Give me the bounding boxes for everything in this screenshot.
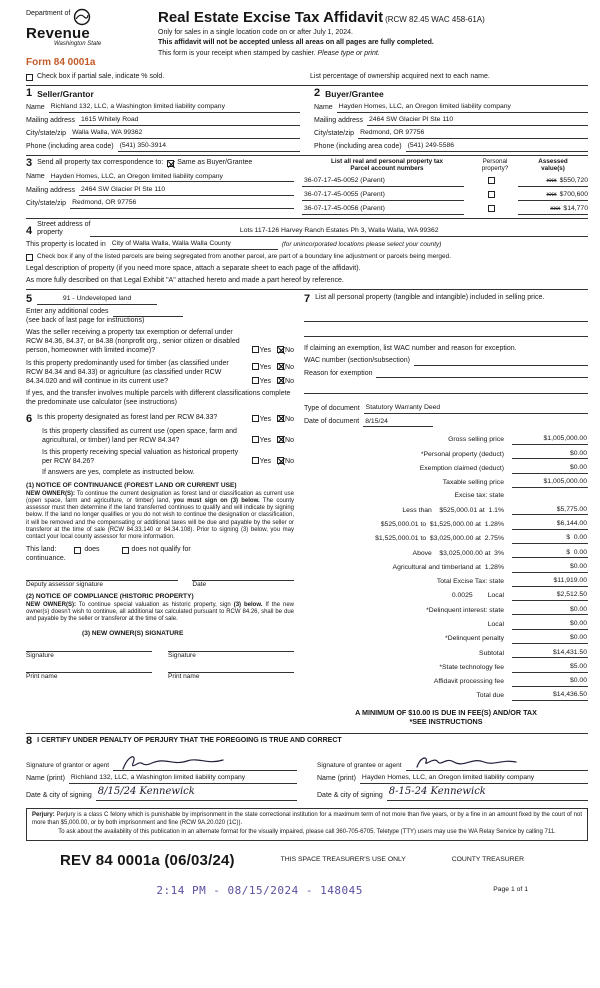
section-6-forest-question: 6 Is this property designated as forest land per RCW 84.33? Yes No xyxy=(26,412,294,425)
parties-section xyxy=(26,88,588,152)
new-owners-printname-grid xyxy=(26,662,294,681)
divider xyxy=(26,85,588,86)
signature-label-2: Signature xyxy=(168,651,196,659)
s6q3-no-checkbox[interactable] xyxy=(277,457,284,464)
buyer-address-value[interactable]: 2464 SW Glacier Pl Ste 110 xyxy=(367,116,588,126)
located-in-label: This property is located in xyxy=(26,240,106,248)
stamp-row xyxy=(26,884,588,898)
section-3-correspondence xyxy=(26,158,588,214)
section-5-landuse xyxy=(26,294,294,305)
date-of-document-label: Date of document xyxy=(304,418,360,426)
dept-of-label: Department of xyxy=(26,10,71,17)
notice-continuance-title: (1) NOTICE OF CONTINUANCE (FOREST LAND OR CURRENT USE) xyxy=(26,482,237,490)
delinquent-penalty[interactable]: $0.00 xyxy=(512,634,588,644)
money-label: *Delinquent interest: state xyxy=(426,606,504,614)
grantor-signature-ink xyxy=(119,753,229,773)
owner-printname-line-1[interactable] xyxy=(26,662,152,673)
money-label: Above $3,025,000.00 at 3% xyxy=(412,549,504,557)
money-label: Taxable selling price xyxy=(442,479,504,487)
bracket-1-tax[interactable]: $5,775.00 xyxy=(512,506,588,516)
historic-question-text: Is this property receiving special valuation as historical property per RCW 84.26? xyxy=(42,449,239,466)
alternate-format-note: To ask about the availability of this publication in an alternate format for the visually impaired, please call 360-705-6705. Teletype (TTY) users may use the WA Relay Service by calling 711. xyxy=(58,829,556,836)
section-3-number: 3 xyxy=(26,157,33,170)
s5q1-no-checkbox[interactable] xyxy=(277,346,284,353)
grantor-signature-field[interactable] xyxy=(113,755,297,771)
reason-exemption-label: Reason for exemption xyxy=(304,369,373,377)
left-column xyxy=(26,294,294,727)
section-8-certify xyxy=(26,736,588,802)
parcel-row xyxy=(302,177,588,187)
s6q1-yes-checkbox[interactable] xyxy=(252,415,259,422)
header-note-2: This affidavit will not be accepted unless all areas on all pages are fully completed. xyxy=(158,39,434,47)
additional-codes-note: (see back of last page for instructions) xyxy=(26,317,145,324)
buyer-address-label: Mailing address xyxy=(314,116,364,124)
parcel-number-1[interactable]: 36-07-17-45-0052 (Parent) xyxy=(302,177,464,187)
grantee-signature-block xyxy=(317,749,588,802)
affidavit-processing-fee[interactable]: $0.00 xyxy=(512,677,588,687)
assessed-value-1[interactable]: $550,720 xyxy=(559,176,588,184)
correspondence-address-value[interactable]: 2464 SW Glacier Pl Ste 110 xyxy=(79,186,294,196)
s6q2-no-checkbox[interactable] xyxy=(277,436,284,443)
section-7-tax xyxy=(304,294,588,727)
type-of-document-label: Type of document xyxy=(304,405,360,413)
divider xyxy=(26,733,588,734)
personal-property-checkbox-2[interactable] xyxy=(488,191,495,198)
predominate-use-note: If yes, and the transfer involves multiple parcels with different classifications complete the predominate use calculator (see instructions) xyxy=(26,389,291,406)
bracket-3-tax[interactable]: $ 0.00 xyxy=(512,534,588,544)
tax-computation-table xyxy=(304,435,588,701)
buyer-grantee-title: Buyer/Grantee xyxy=(325,88,384,99)
deputy-assessor-row xyxy=(26,570,294,589)
personal-property-deduct[interactable]: $0.00 xyxy=(512,450,588,460)
form-title-rcw-ref: (RCW 82.45 WAC 458-61A) xyxy=(385,15,485,24)
assessed-strikeout-3: xxx xyxy=(550,204,561,212)
taxable-selling-price[interactable]: $1,005,000.00 xyxy=(512,478,588,488)
type-of-document-value[interactable]: Statutory Warranty Deed xyxy=(364,404,588,414)
parcel-number-2[interactable]: 36-07-17-45-0055 (Parent) xyxy=(302,191,464,201)
money-label: Total Excise Tax: state xyxy=(436,578,504,586)
wac-number-value[interactable] xyxy=(414,357,588,366)
form-number: Form 84 0001a xyxy=(26,56,96,68)
continuance-label: continuance. xyxy=(26,555,66,563)
same-as-buyer-label: Same as Buyer/Grantee xyxy=(177,159,253,167)
s5q1-yes-checkbox[interactable] xyxy=(252,346,259,353)
divider xyxy=(26,289,588,290)
parcel-row xyxy=(302,191,588,201)
assessed-value-header-line2: value(s) xyxy=(541,165,565,173)
buyer-city-value[interactable]: Redmond, OR 97756 xyxy=(358,129,588,139)
grantee-printname-value[interactable]: Hayden Homes, LLC, an Oregon limited liability company xyxy=(360,774,588,784)
exemption-claimed[interactable]: $0.00 xyxy=(512,464,588,474)
grantor-signature-block xyxy=(26,749,297,802)
money-label: *Delinquent penalty xyxy=(445,635,504,643)
dor-emblem-icon xyxy=(73,8,91,26)
this-land-label: This land: xyxy=(26,546,57,554)
section-2-buyer xyxy=(314,88,588,152)
current-use-question: Is this property classified as current use (open space, farm and agricultural, or timber) land per RCW 84.34? Yes No xyxy=(42,428,294,445)
date-of-document-value[interactable]: 8/15/24 xyxy=(363,418,433,428)
land-does-not-label: does not qualify for xyxy=(131,546,191,554)
assessed-value-3[interactable]: $14,770 xyxy=(563,204,588,212)
owner-signature-line-1[interactable] xyxy=(26,641,152,652)
section-4-property xyxy=(26,221,588,286)
county-treasurer-label: COUNTY TREASURER xyxy=(451,855,524,863)
s6q1-no-checkbox[interactable] xyxy=(277,415,284,422)
money-label: Excise tax: state xyxy=(454,492,504,500)
street-address-label: Street address of property xyxy=(37,220,91,236)
perjury-notice xyxy=(26,808,588,841)
revenue-wordmark: Revenue xyxy=(26,25,90,42)
header-note-3-text: This form is your receipt when stamped by cashier. xyxy=(158,49,318,57)
located-in-note: (for unincorporated locations please select your county) xyxy=(281,241,442,249)
total-excise-tax-state[interactable]: $11,919.00 xyxy=(512,577,588,587)
owner-printname-line-2[interactable] xyxy=(168,662,294,673)
deputy-signature-label: Deputy assessor signature xyxy=(26,581,103,588)
assessed-strikeout-2: xxx xyxy=(546,190,557,198)
new-owners-signature-grid xyxy=(26,641,294,660)
gross-selling-price[interactable]: $1,005,000.00 xyxy=(512,435,588,445)
exemption-note: If claiming an exemption, list WAC number and reason for exception. xyxy=(304,344,517,352)
correspondence-address-label: Mailing address xyxy=(26,186,76,194)
parcel-number-3[interactable]: 36-07-17-45-0056 (Parent) xyxy=(302,205,464,215)
percentage-note: List percentage of ownership acquired next to each name. xyxy=(310,73,490,81)
grantee-signature-label: Signature of grantee or agent xyxy=(317,762,402,770)
header-note-3-italic: Please type or print. xyxy=(317,49,380,57)
additional-codes-label: Enter any additional codes xyxy=(26,308,109,316)
section-5-number: 5 xyxy=(26,292,33,305)
land-qualify-row xyxy=(26,546,294,555)
grantor-date-label: Date & city of signing xyxy=(26,792,92,800)
printname-label-2: Print name xyxy=(168,673,200,681)
deputy-date-line[interactable] xyxy=(192,570,294,581)
state-technology-fee[interactable]: $5.00 xyxy=(512,663,588,673)
land-does-checkbox[interactable] xyxy=(74,547,81,554)
personal-property-line-2[interactable] xyxy=(304,326,588,337)
form-title: Real Estate Excise Tax Affidavit xyxy=(158,9,384,26)
buyer-city-label: City/state/zip xyxy=(314,130,355,138)
treasurer-space-label: THIS SPACE TREASURER'S USE ONLY xyxy=(280,855,406,863)
delinquent-interest-state[interactable]: $0.00 xyxy=(512,606,588,616)
assessed-value-2[interactable]: $700,600 xyxy=(559,190,588,198)
notice-compliance-title: (2) NOTICE OF COMPLIANCE (HISTORIC PROPERTY) xyxy=(26,593,194,601)
divider xyxy=(26,218,588,219)
section-6-number: 6 xyxy=(26,412,33,425)
deputy-signature-line[interactable] xyxy=(26,570,178,581)
total-due[interactable]: $14,436.50 xyxy=(512,691,588,701)
new-owners-signature-title: (3) NEW OWNER(S) SIGNATURE xyxy=(82,630,184,638)
money-label: Subtotal xyxy=(479,649,504,657)
money-label: *Personal property (deduct) xyxy=(420,450,504,458)
seller-grantor-title: Seller/Grantor xyxy=(37,88,94,99)
personal-property-line-1[interactable] xyxy=(304,311,588,322)
minimum-due-note: A MINIMUM OF $10.00 IS DUE IN FEE(S) AND/OR TAX *SEE INSTRUCTIONS xyxy=(355,708,537,727)
section-8-number: 8 xyxy=(26,734,33,747)
correspondence-city-label: City/state/zip xyxy=(26,199,67,207)
correspondence-name-value[interactable]: Hayden Homes, LLC, an Oregon limited liability company xyxy=(49,173,294,183)
header-note-3 xyxy=(158,50,588,59)
partial-sale-label: Check box if partial sale, indicate % sold. xyxy=(37,73,165,81)
delinquent-interest-local[interactable]: $0.00 xyxy=(512,620,588,630)
buyer-name-value[interactable]: Hayden Homes, LLC, an Oregon limited liability company xyxy=(337,103,588,113)
dor-logo xyxy=(26,8,144,69)
bracket-4-tax[interactable]: $ 0.00 xyxy=(512,549,588,559)
land-does-not-checkbox[interactable] xyxy=(122,547,129,554)
money-label: $525,000.01 to $1,525,000.00 at 1.28% xyxy=(380,521,504,529)
grantee-signature-field[interactable] xyxy=(406,755,588,771)
forest-question-text: Is this property designated as forest land per RCW 84.33? xyxy=(37,413,218,421)
located-in-value[interactable]: City of Walla Walla, Walla Walla County xyxy=(110,240,278,250)
additional-codes-value[interactable] xyxy=(113,308,183,317)
certify-statement: I CERTIFY UNDER PENALTY OF PERJURY THAT THE FOREGOING IS TRUE AND CORRECT xyxy=(37,736,342,744)
assessed-value-header-line1: Assessed xyxy=(538,158,568,166)
personal-property-header-line1: Personal xyxy=(482,158,508,166)
printname-label-1: Print name xyxy=(26,673,58,681)
form-header xyxy=(26,8,588,69)
exemption-question: Was the seller receiving a property tax exemption or deferral under RCW 84.36, 84.37, or 84.38 (nonprofit org., senior citizen or disabled person, homeowner with limited income)? Yes No xyxy=(26,329,294,355)
signature-label-1: Signature xyxy=(26,651,54,659)
buyer-phone-label: Phone (including area code) xyxy=(314,143,402,151)
washington-state-label: Washington State xyxy=(54,41,102,47)
footer-row xyxy=(26,853,588,868)
personal-property-header-line2: property? xyxy=(481,165,509,173)
seller-city-label: City/state/zip xyxy=(26,130,67,138)
money-label: Less than $525,000.01 at 1.1% xyxy=(402,506,504,514)
s6q3-yes-checkbox[interactable] xyxy=(252,457,259,464)
bracket-2-tax[interactable]: $6,144.00 xyxy=(512,520,588,530)
historic-question: Is this property receiving special valuation as historical property per RCW 84.26? Yes No xyxy=(42,449,294,466)
legal-description-value[interactable]: As more fully described on that Legal Exhibit "A" attached hereto and made a part hereof by reference. xyxy=(26,276,344,284)
section-2-number: 2 xyxy=(314,87,321,100)
header-note-1: Only for sales in a single location code on or after July 1, 2024. xyxy=(158,28,353,36)
correspondence-label: Send all property tax correspondence to: xyxy=(37,159,164,167)
money-label: 0.0025 Local xyxy=(451,592,504,600)
seller-address-value[interactable]: 1615 Whitely Road xyxy=(79,116,300,126)
deputy-date-label: Date xyxy=(192,581,207,588)
s5q2a-no-checkbox[interactable] xyxy=(277,363,284,370)
segregated-checkbox[interactable] xyxy=(26,254,33,261)
if-yes-note: If answers are yes, complete as instructed below. xyxy=(42,469,195,477)
grantor-printname-value[interactable]: Richland 132, LLC, a Washington limited liability company xyxy=(69,774,297,784)
owner-signature-line-2[interactable] xyxy=(168,641,294,652)
notice-compliance-body: NEW OWNER(S): To continue special valuation as historic property, sign (3) below. If the new owner(s) doesn't wish to continue, all additional tax calculated pursuant to RCW 84.26, shall be due and payable by the seller or transferor at the time of sale. xyxy=(26,601,294,623)
partial-sale-checkbox[interactable] xyxy=(26,74,33,81)
money-label: $1,525,000.01 to $3,025,000.00 at 2.75% xyxy=(375,535,504,543)
excise-tax-state-header xyxy=(512,493,588,501)
grantor-printname-label: Name (print) xyxy=(26,774,65,782)
reason-exemption-value[interactable] xyxy=(376,369,588,378)
segregated-note: Check box if any of the listed parcels are being segregated from another parcel, are part of a boundary line adjustment or parcels being merged. xyxy=(37,253,452,261)
page-number: Page 1 of 1 xyxy=(493,886,528,894)
section-1-number: 1 xyxy=(26,87,33,100)
money-label: Exemption claimed (deduct) xyxy=(419,464,504,472)
personal-property-checkbox-1[interactable] xyxy=(488,177,495,184)
section-7-number: 7 xyxy=(304,292,311,305)
wac-number-label: WAC number (section/subsection) xyxy=(304,357,410,364)
timber-question-text: Is this property predominantly used for timber (as classified under RCW 84.34 and 84.33) or agriculture (as classified under RCW 84.34.020 and will continue in its current use? xyxy=(26,359,229,385)
seller-name-label: Name xyxy=(26,103,45,111)
grantee-date-value[interactable]: 8-15-24 Kennewick xyxy=(387,787,588,801)
perjury-body: Perjury is a class C felony which is punishable by imprisonment in the state correctional institution for a maximum term of not more than five years, or by a fine in an amount fixed by the court of not more than $5,000.00, or by both imprisonment and fine (RCW 9A.20.020 (1C)). xyxy=(32,812,582,826)
money-label: Affidavit processing fee xyxy=(433,678,504,686)
title-block xyxy=(144,8,588,69)
s6q2-yes-checkbox[interactable] xyxy=(252,436,259,443)
personal-property-checkbox-3[interactable] xyxy=(488,205,495,212)
current-use-question-text: Is this property classified as current use (open space, farm and agricultural, or timber) land per RCW 84.34? xyxy=(42,428,237,445)
grantor-signature-label: Signature of grantor or agent xyxy=(26,762,110,770)
money-label: Gross selling price xyxy=(448,436,504,444)
exemption-question-text: Was the seller receiving a property tax exemption or deferral under RCW 84.36, 84.37, or 84.38 (nonprofit org., senior citizen or disabled person, homeowner with limited income)? xyxy=(26,329,240,355)
section-4-number: 4 xyxy=(26,224,33,237)
street-address-value[interactable]: Lots 117-126 Harvey Ranch Estates Ph 3, Walla Walla, WA 99362 xyxy=(90,227,588,237)
buyer-name-label: Name xyxy=(314,103,333,111)
divider xyxy=(26,155,588,156)
reason-exemption-line-2[interactable] xyxy=(304,383,588,394)
timber-question: Is this property predominantly used for timber (as classified under RCW 84.34 and 84.33) or agriculture (as classified under RCW 84.34.020 and will continue in its current use? Yes No Yes No xyxy=(26,359,294,385)
parcel-table xyxy=(302,158,588,214)
parcel-col-header-line2: Parcel account numbers xyxy=(350,165,424,173)
perjury-head: Perjury: xyxy=(32,812,55,819)
s5q2b-no-checkbox[interactable] xyxy=(277,377,284,384)
seller-address-label: Mailing address xyxy=(26,116,76,124)
grantee-date-label: Date & city of signing xyxy=(317,792,383,800)
land-use-code-value[interactable]: 91 - Undeveloped land xyxy=(37,295,157,305)
correspondence-city-value[interactable]: Redmond, OR 97756 xyxy=(70,199,294,209)
same-as-buyer-checkbox[interactable] xyxy=(167,160,174,167)
s5q2a-yes-checkbox[interactable] xyxy=(252,363,259,370)
seller-phone-label: Phone (including area code) xyxy=(26,143,114,151)
legal-description-label: Legal description of property (if you need more space, attach a separate sheet to each page of the affidavit). xyxy=(26,264,361,272)
local-tax[interactable]: $2,512.50 xyxy=(512,591,588,601)
money-label: Total due xyxy=(476,692,504,700)
assessed-strikeout-1: xxx xyxy=(546,176,557,184)
money-label: *State technology fee xyxy=(439,663,504,671)
correspondence-name-label: Name xyxy=(26,173,45,181)
section-1-seller xyxy=(26,88,300,152)
s5q2b-yes-checkbox[interactable] xyxy=(252,377,259,384)
grantor-date-value[interactable]: 8/15/24 Kennewick xyxy=(96,787,297,801)
agricultural-timberland-tax[interactable]: $0.00 xyxy=(512,563,588,573)
personal-property-intro: List all personal property (tangible and intangible) included in selling price. xyxy=(315,293,545,301)
parcel-col-header-line1: List all real and personal property tax xyxy=(331,158,443,166)
seller-name-value[interactable]: Richland 132, LLC, a Washington limited liability company xyxy=(49,103,300,113)
buyer-phone-value[interactable]: (541) 249-5586 xyxy=(406,142,588,152)
cashier-stamp: 2:14 PM - 08/15/2024 - 148045 xyxy=(156,883,363,897)
seller-phone-value[interactable]: (541) 350-3914 xyxy=(118,142,300,152)
rev-number: REV 84 0001a (06/03/24) xyxy=(60,851,235,869)
grantee-signature-ink xyxy=(412,753,522,773)
land-does-label: does xyxy=(84,546,100,554)
seller-city-value[interactable]: Walla Walla, WA 99362 xyxy=(70,129,300,139)
subtotal[interactable]: $14,431.50 xyxy=(512,649,588,659)
notice-continuance-body: NEW OWNER(S): To continue the current designation as forest land or classification as current use (open space, farm and agriculture, or timber) land, you must sign on (3) below. The county assessor must then determine if the land transferred continues to qualify and will indicate by signing below. If the land no longer qualifies or you do not wish to continue the designation or classification, it will be removed and the compensating or additional taxes will be due and payable by the seller or transferor at the time of sale (RCW 84.33.140 or 84.34.108). Prior to signing (3) below, you may contact your local county assessor for more information. xyxy=(26,490,294,540)
grantee-printname-label: Name (print) xyxy=(317,774,356,782)
parcel-row xyxy=(302,205,588,215)
partial-sale-row xyxy=(26,73,588,82)
money-label: Agricultural and timberland at 1.28% xyxy=(392,563,504,571)
money-label: Local xyxy=(487,620,504,628)
